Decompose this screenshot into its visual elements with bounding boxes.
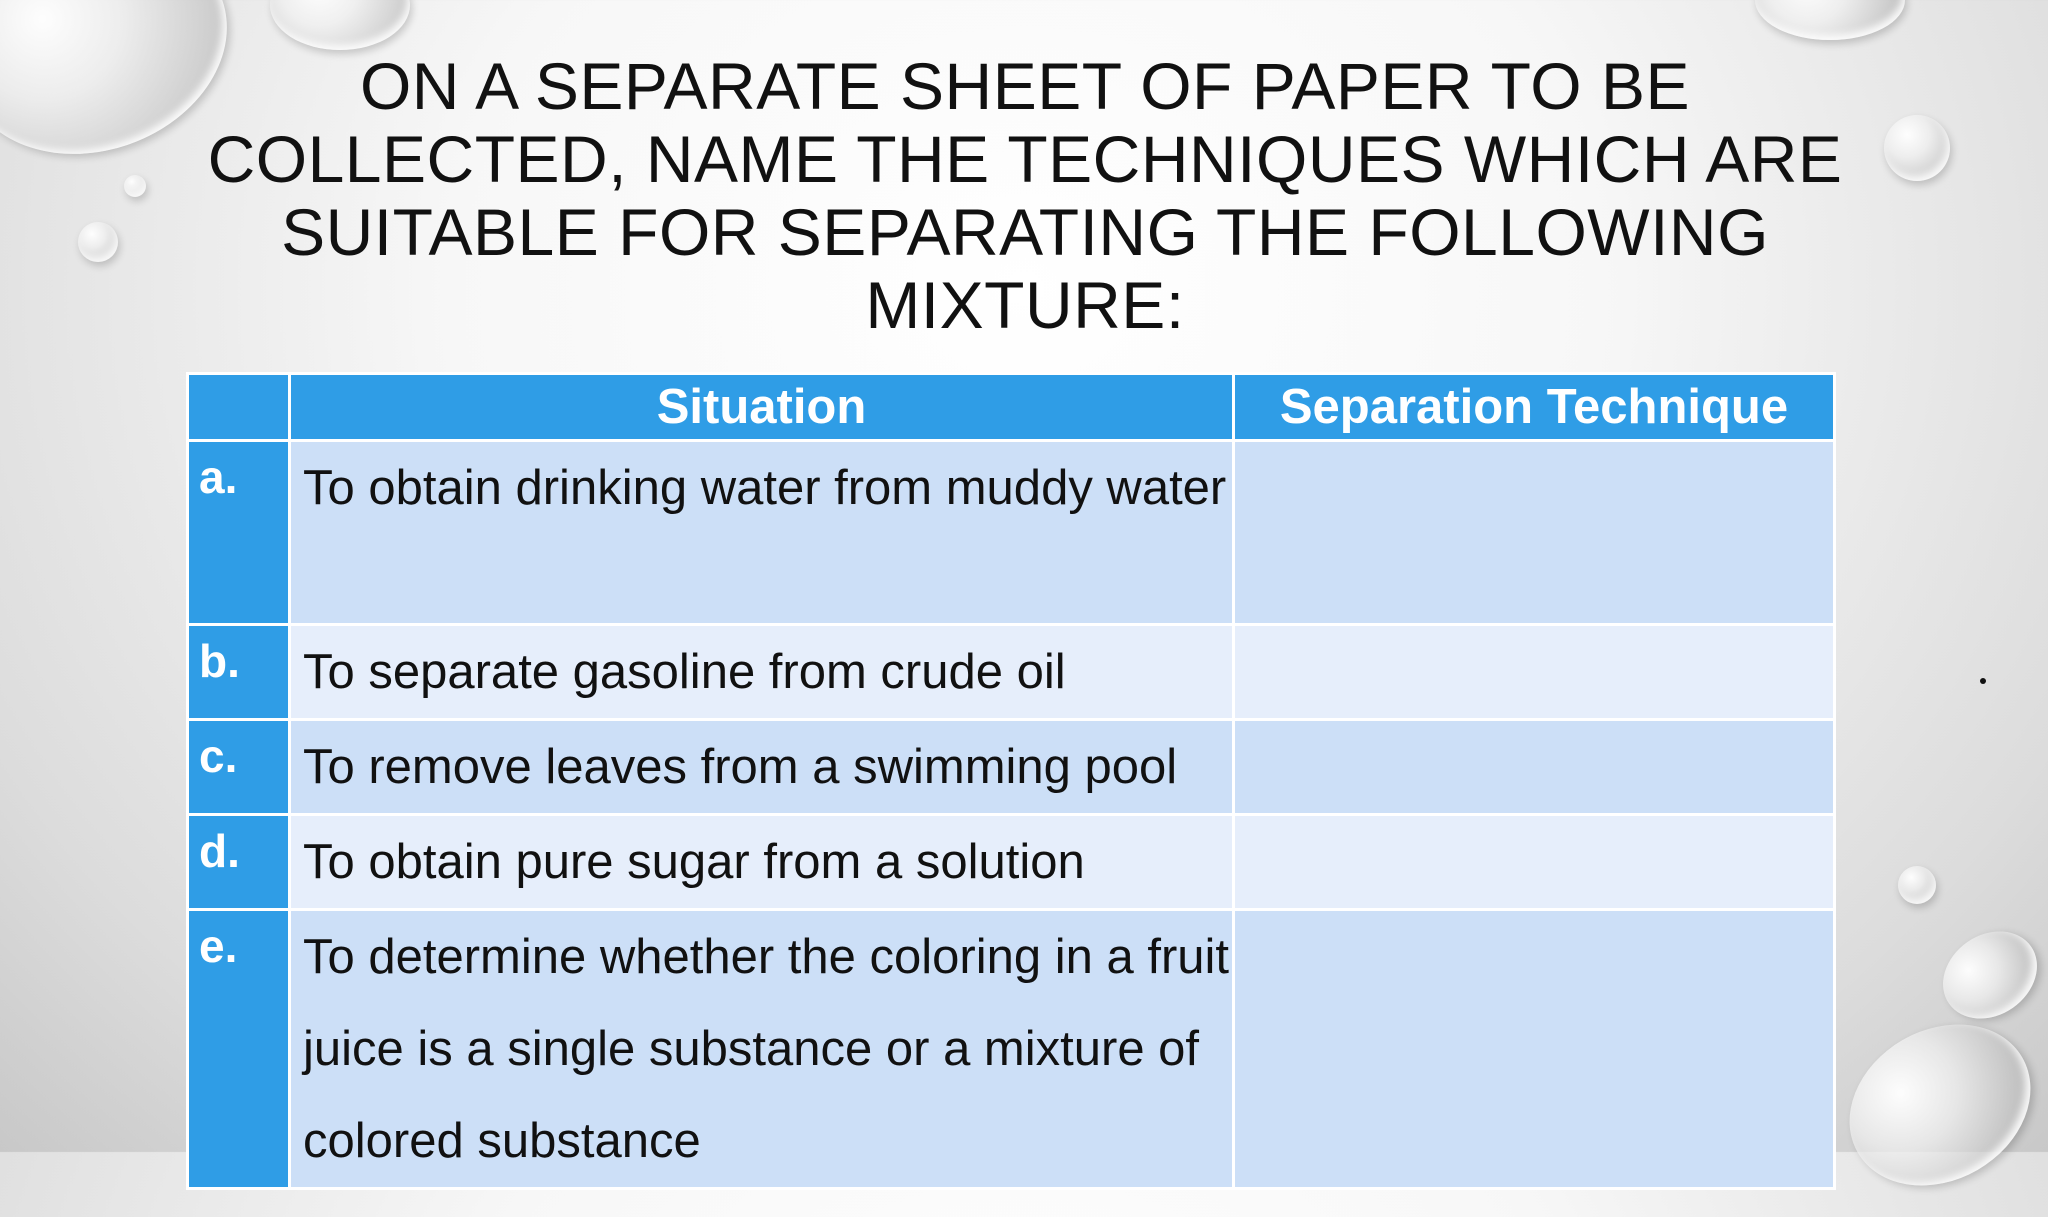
slide-title: ON A SEPARATE SHEET OF PAPER TO BE COLLECTED, NAME THE TECHNIQUES WHICH ARE SUITABLE FOR SEPARATING THE FOLLOWING MIXTURE:	[207, 49, 1843, 342]
separation-table	[186, 372, 1836, 1190]
row-letter: a.	[188, 441, 290, 625]
table-row	[188, 625, 1835, 720]
row-situation: To obtain pure sugar from a solution	[290, 815, 1234, 910]
header-separation-technique: Separation Technique	[1234, 374, 1835, 441]
row-technique-answer	[1234, 720, 1835, 815]
row-letter: b.	[188, 625, 290, 720]
table-header-row	[188, 374, 1835, 441]
water-droplet-decoration	[270, 0, 410, 50]
table-row	[188, 815, 1835, 910]
row-letter: d.	[188, 815, 290, 910]
stray-dot	[1980, 678, 1986, 684]
table-row	[188, 441, 1835, 625]
water-droplet-decoration	[1820, 993, 2048, 1217]
row-situation: To remove leaves from a swimming pool	[290, 720, 1234, 815]
row-letter: e.	[188, 910, 290, 1189]
row-technique-answer	[1234, 815, 1835, 910]
row-technique-answer	[1234, 910, 1835, 1189]
water-droplet-decoration	[78, 222, 118, 262]
water-droplet-decoration	[124, 175, 146, 197]
row-letter: c.	[188, 720, 290, 815]
row-situation: To determine whether the coloring in a fruit juice is a single substance or a mixture of colored substance	[290, 910, 1234, 1189]
table-row	[188, 720, 1835, 815]
row-situation: To separate gasoline from crude oil	[290, 625, 1234, 720]
row-technique-answer	[1234, 625, 1835, 720]
header-situation: Situation	[290, 374, 1234, 441]
header-letter-cell	[188, 374, 290, 441]
water-droplet-decoration	[1755, 0, 1905, 40]
row-technique-answer	[1234, 441, 1835, 625]
row-situation: To obtain drinking water from muddy water	[290, 441, 1234, 625]
table-row	[188, 910, 1835, 1189]
water-droplet-decoration	[1926, 914, 2048, 1037]
water-droplet-decoration	[1898, 866, 1936, 904]
